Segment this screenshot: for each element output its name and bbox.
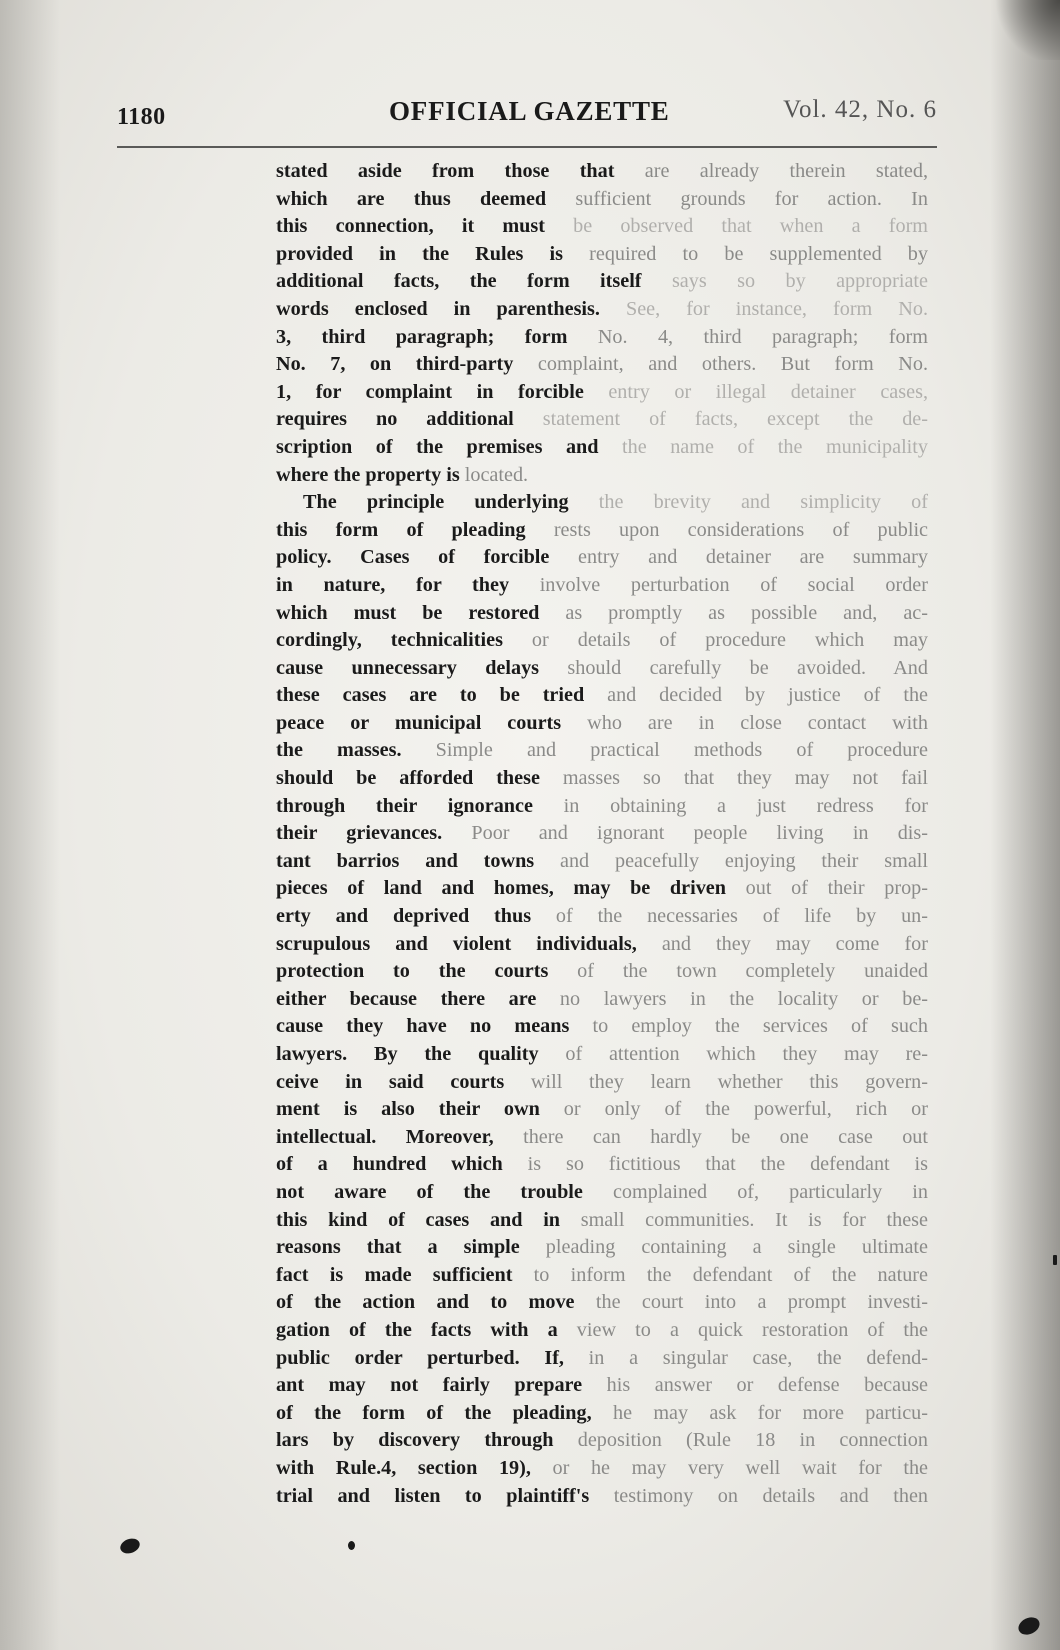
text-segment: through their ignorance: [276, 794, 564, 817]
text-segment: policy. Cases of forcible: [276, 546, 579, 569]
text-segment: not aware of the trouble: [276, 1180, 613, 1203]
text-segment: as promptly as possible and, ac-: [565, 601, 928, 624]
text-segment: who are in close contact with: [587, 711, 928, 734]
text-segment: deposition (Rule 18 in connection: [577, 1429, 928, 1452]
text-segment: view to a quick restoration of the: [576, 1318, 928, 1341]
text-segment: required to be supplemented by: [589, 242, 928, 265]
text-line: [276, 627, 928, 655]
text-segment: words enclosed in parenthesis.: [276, 297, 626, 320]
text-line: [276, 682, 928, 710]
text-segment: Simple and practical methods of procedure: [435, 739, 928, 762]
text-segment: lars by discovery through: [276, 1429, 578, 1452]
text-segment: pieces of land and homes, may be driven: [276, 877, 746, 900]
text-line: [276, 489, 928, 517]
text-segment: fact is made sufficient: [276, 1263, 534, 1286]
text-segment: of a hundred which: [276, 1153, 528, 1176]
text-segment: entry or illegal detainer cases,: [608, 380, 928, 403]
text-line: [276, 186, 928, 214]
text-segment: cause unnecessary delays: [276, 656, 568, 679]
text-line: [276, 1207, 928, 1235]
text-segment: either because there are: [276, 987, 560, 1010]
text-segment: peace or municipal courts: [276, 711, 588, 734]
text-segment: tant barrios and towns: [276, 849, 560, 872]
text-line: [276, 241, 928, 269]
text-segment: See, for instance, form No.: [625, 297, 928, 320]
text-line: [276, 268, 928, 296]
text-segment: intellectual. Moreover,: [276, 1125, 524, 1148]
text-segment: are already therein stated,: [644, 160, 928, 182]
ink-dot: [348, 1541, 355, 1550]
text-segment: sufficient grounds for action. In: [575, 187, 928, 210]
text-line: [276, 1069, 928, 1097]
text-segment: complained of, particularly in: [612, 1180, 928, 1203]
text-segment: provided in the Rules is: [276, 242, 590, 265]
text-segment: of the form of the pleading,: [276, 1401, 613, 1424]
text-segment: or details of procedure which may: [531, 629, 928, 652]
text-line: [276, 848, 928, 876]
text-segment: involve perturbation of social order: [539, 573, 928, 596]
text-line: [276, 517, 928, 545]
text-segment: he may ask for more particu-: [612, 1401, 928, 1424]
text-segment: in nature, for they: [276, 573, 540, 596]
text-line: [276, 379, 928, 407]
page-corner-shadow: [990, 0, 1060, 60]
text-line: [276, 986, 928, 1014]
text-line: [276, 710, 928, 738]
volume-number: Vol. 42, No. 6: [783, 96, 937, 123]
body-text: [276, 158, 928, 1510]
text-line: [276, 158, 928, 186]
text-line: [276, 1234, 928, 1262]
text-line: [276, 1400, 928, 1428]
text-line: [276, 737, 928, 765]
text-line: [276, 1317, 928, 1345]
text-segment: erty and deprived thus: [276, 905, 556, 928]
text-line: [276, 1289, 928, 1317]
text-line: [276, 958, 928, 986]
text-segment: his answer or defense because: [606, 1374, 928, 1397]
text-line: [276, 1427, 928, 1455]
text-line: [276, 931, 928, 959]
text-line: [276, 1124, 928, 1152]
text-segment: complaint, and others. But form No.: [537, 353, 928, 376]
text-line: [276, 1041, 928, 1069]
text-line: [276, 1455, 928, 1483]
publication-title: OFFICIAL GAZETTE: [389, 96, 670, 126]
text-segment: these cases are to be tried: [276, 684, 608, 707]
text-line: [276, 1345, 928, 1373]
text-line: [276, 324, 928, 352]
text-line: [276, 572, 928, 600]
text-segment: ment is also their own: [276, 1098, 564, 1121]
text-segment: requires no additional: [276, 408, 543, 431]
text-segment: ant may not fairly prepare: [276, 1374, 607, 1397]
text-segment: which are thus deemed: [276, 187, 576, 210]
text-segment: ceive in said courts: [276, 1070, 531, 1093]
page-number: 1180: [117, 104, 166, 130]
text-segment: masses so that they may not fail: [562, 767, 928, 790]
page-shadow-left: [0, 0, 60, 1650]
text-segment: with Rule.4, section 19),: [276, 1456, 553, 1479]
text-segment: or only of the powerful, rich or: [563, 1098, 928, 1121]
text-segment: to inform the defendant of the nature: [533, 1263, 928, 1286]
text-segment: rests upon considerations of public: [553, 518, 928, 541]
text-segment: of the necessaries of life by un-: [555, 905, 928, 928]
text-segment: pleading containing a single ultimate: [545, 1236, 928, 1259]
running-header: [117, 88, 937, 128]
text-segment: in obtaining a just redress for: [563, 794, 928, 817]
text-segment: and peacefully enjoying their small: [560, 849, 928, 872]
text-segment: this connection, it must: [276, 215, 574, 238]
text-line: [276, 434, 928, 462]
text-segment: 1, for complaint in forcible: [276, 380, 609, 403]
text-segment: be observed that when a form: [573, 215, 928, 238]
text-segment: this form of pleading: [276, 518, 554, 541]
text-segment: statement of facts, except the de-: [542, 408, 928, 431]
text-line: [276, 351, 928, 379]
text-line: [276, 1262, 928, 1290]
text-line: [276, 1096, 928, 1124]
text-segment: stated aside from those that: [276, 160, 645, 182]
text-segment: to employ the services of such: [592, 1015, 928, 1038]
text-segment: reasons that a simple: [276, 1236, 546, 1259]
text-segment: should carefully be avoided. And: [567, 656, 928, 679]
text-segment: the masses.: [276, 739, 436, 762]
text-segment: out of their prop-: [745, 877, 928, 900]
text-segment: located.: [464, 463, 529, 486]
text-segment: the court into a prompt investi-: [595, 1291, 928, 1314]
text-line: [276, 820, 928, 848]
text-segment: small communities. It is for these: [580, 1208, 928, 1231]
text-segment: testimony on details and then: [613, 1484, 928, 1507]
text-segment: there can hardly be one case out: [523, 1125, 928, 1148]
text-line: [276, 1179, 928, 1207]
text-segment: No. 4, third paragraph; form: [597, 325, 928, 348]
text-segment: 3, third paragraph; form: [276, 325, 598, 348]
text-line: [276, 793, 928, 821]
text-line: [276, 296, 928, 324]
text-segment: and decided by justice of the: [607, 684, 928, 707]
text-segment: protection to the courts: [276, 960, 578, 983]
text-line: [276, 655, 928, 683]
ink-smudge: [118, 1536, 142, 1556]
text-segment: trial and listen to plaintiff's: [276, 1484, 614, 1507]
text-line: [276, 406, 928, 434]
text-segment: this kind of cases and in: [276, 1208, 581, 1231]
text-segment: where the property is: [276, 463, 465, 486]
text-line: [276, 903, 928, 931]
text-segment: The principle underlying: [303, 491, 599, 514]
text-line: [276, 1151, 928, 1179]
text-segment: Poor and ignorant people living in dis-: [471, 822, 928, 845]
text-line: [276, 600, 928, 628]
text-segment: scription of the premises and: [276, 435, 623, 458]
text-segment: no lawyers in the locality or be-: [559, 987, 928, 1010]
text-segment: No. 7, on third-party: [276, 353, 538, 376]
text-segment: of attention which they may re-: [565, 1043, 928, 1065]
text-segment: the name of the municipality: [622, 435, 928, 458]
text-segment: the brevity and simplicity of: [598, 491, 928, 514]
text-segment: says so by appropriate: [671, 270, 928, 293]
text-segment: in a singular case, the defend-: [588, 1346, 928, 1369]
text-segment: which must be restored: [276, 601, 566, 624]
text-segment: additional facts, the form itself: [276, 270, 672, 293]
text-segment: and they may come for: [661, 932, 928, 955]
text-line: [276, 1372, 928, 1400]
text-segment: of the town completely unaided: [577, 960, 928, 983]
text-line: [276, 1013, 928, 1041]
text-segment: will they learn whether this govern-: [530, 1070, 928, 1093]
text-segment: scrupulous and violent individuals,: [276, 932, 662, 955]
text-segment: or he may very well wait for the: [552, 1456, 928, 1479]
margin-mark: [1053, 1255, 1057, 1265]
text-segment: public order perturbed. If,: [276, 1346, 589, 1369]
text-line: [276, 875, 928, 903]
page-shadow-right: [990, 0, 1060, 1650]
text-segment: cause they have no means: [276, 1015, 593, 1038]
text-line: [276, 462, 928, 490]
text-segment: is so fictitious that the defendant is: [527, 1153, 928, 1176]
text-line: [276, 765, 928, 793]
text-line: [276, 1483, 928, 1511]
text-segment: cordingly, technicalities: [276, 629, 532, 652]
text-line: [276, 213, 928, 241]
text-segment: entry and detainer are summary: [578, 546, 928, 569]
text-line: [276, 544, 928, 572]
text-segment: should be afforded these: [276, 767, 563, 790]
text-segment: of the action and to move: [276, 1291, 596, 1314]
text-segment: their grievances.: [276, 822, 472, 845]
text-segment: gation of the facts with a: [276, 1318, 577, 1341]
header-rule: [117, 146, 937, 148]
text-segment: lawyers. By the quality: [276, 1043, 566, 1065]
